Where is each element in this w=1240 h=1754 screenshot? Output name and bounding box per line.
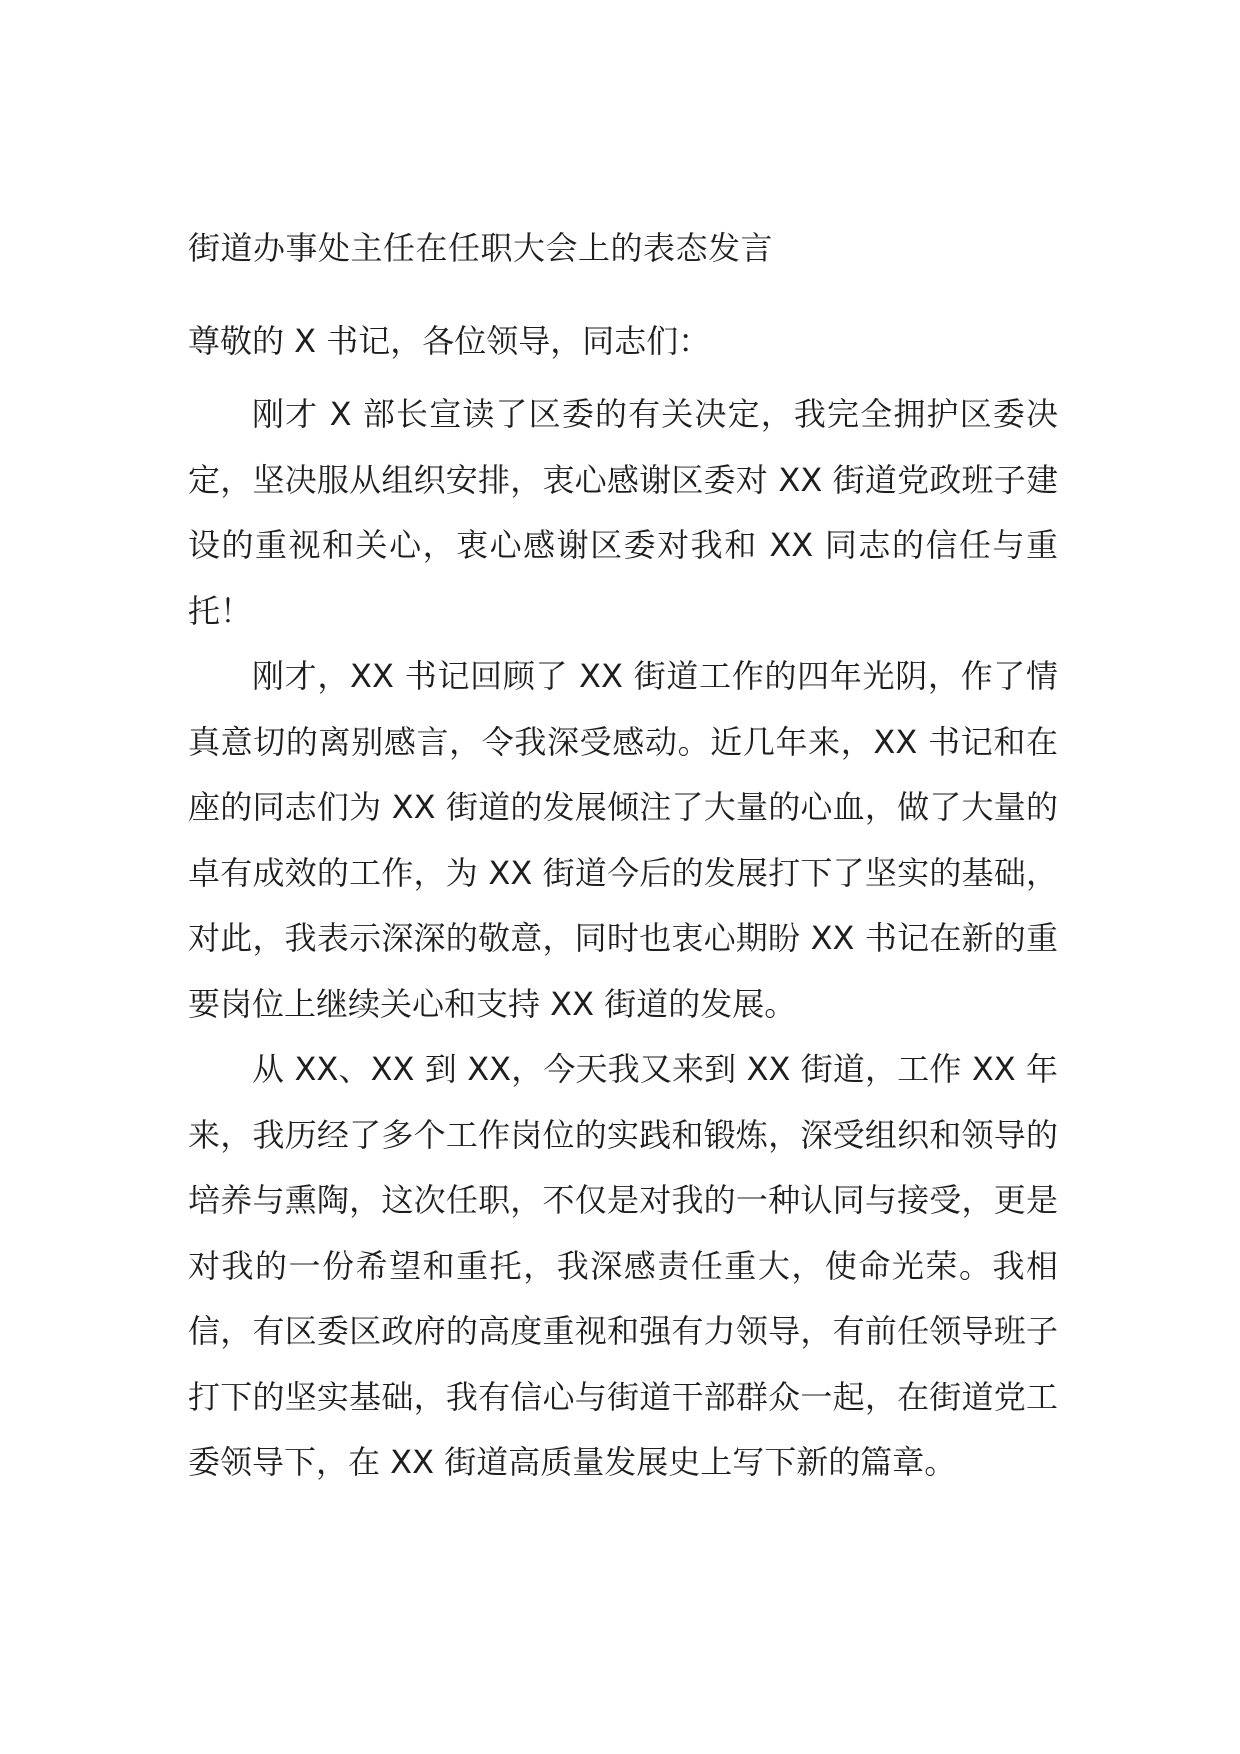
document-body [188, 382, 1058, 1496]
paragraph-2: 刚才，XX 书记回顾了 XX 街道工作的四年光阴，作了情真意切的离别感言，令我深受感动。近几年来，XX 书记和在座的同志们为 XX 街道的发展倾注了大量的心血，做了大量的卓有成效的工作，为 XX 街道今后的发展打下了坚实的基础，对此，我表示深深的敬意，同时也衷心期盼 XX 书记在新的重要岗位上继续关心和支持 XX 街道的发展。 [188, 657, 1058, 1023]
paragraph-3: 从 XX、XX 到 XX，今天我又来到 XX 街道，工作 XX 年来，我历经了多个工作岗位的实践和锻炼，深受组织和领导的培养与熏陶，这次任职，不仅是对我的一种认同与接受，更是对我的一份希望和重托，我深感责任重大，使命光荣。我相信，有区委区政府的高度重视和强有力领导，有前任领导班子打下的坚实基础，我有信心与街道干部群众一起，在街道党工委领导下，在 XX 街道高质量发展史上写下新的篇章。 [188, 1050, 1058, 1481]
salutation: 尊敬的 X 书记，各位领导，同志们： [188, 322, 711, 360]
document-title: 街道办事处主任在任职大会上的表态发言 [188, 229, 774, 267]
paragraph-1: 刚才 X 部长宣读了区委的有关决定，我完全拥护区委决定，坚决服从组织安排，衷心感谢区委对 XX 街道党政班子建设的重视和关心，衷心感谢区委对我和 XX 同志的信任与重托！ [188, 395, 1058, 630]
